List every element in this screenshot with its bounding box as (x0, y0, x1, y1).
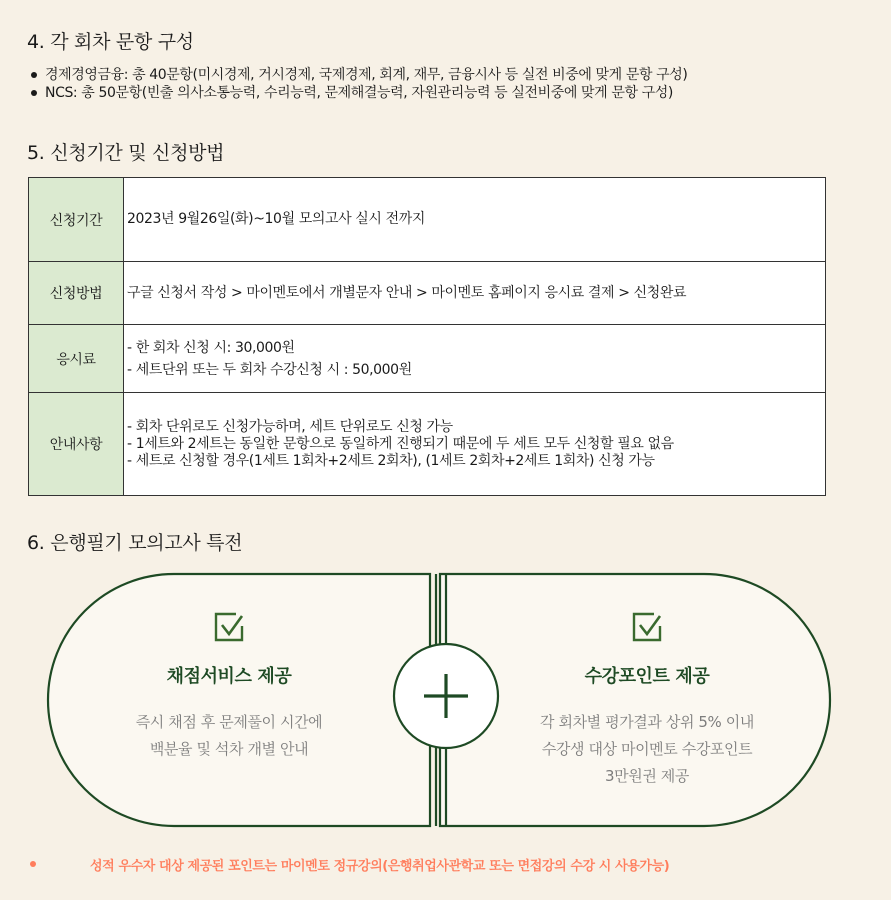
table-row (29, 393, 826, 496)
checkbox-check-icon (630, 610, 664, 644)
bullet-item: 경제경영금융: 총 40문항(미시경제, 거시경제, 국제경제, 회계, 재무, 금융시사 등 실전 비중에 맞게 문항 구성) (27, 66, 687, 84)
row-content: 구글 신청서 작성 > 마이멘토에서 개별문자 안내 > 마이멘토 홈페이지 응시료 결제 > 신청완료 (124, 262, 826, 325)
row-content: 2023년 9월26일(화)~10월 모의고사 실시 전까지 (124, 178, 826, 262)
benefit-title: 수강포인트 제공 (584, 666, 710, 687)
benefit-card-points (502, 572, 792, 828)
benefits-panel (24, 572, 854, 828)
bullet-dot-icon (30, 861, 36, 867)
checkbox-check-icon (212, 610, 246, 644)
row-header: 신청방법 (29, 262, 124, 325)
row-header: 신청기간 (29, 178, 124, 262)
table-row (29, 325, 826, 393)
benefit-description: 각 회차별 평가결과 상위 5% 이내 수강생 대상 마이멘토 수강포인트 3만원권 제공 (540, 713, 754, 785)
table-row (29, 262, 826, 325)
row-content: - 한 회차 신청 시: 30,000원 - 세트단위 또는 두 회차 수강신청 시 : 50,000원 (124, 325, 826, 393)
benefit-title: 채점서비스 제공 (166, 666, 292, 687)
section-4-bullets (27, 66, 687, 102)
bullet-item: NCS: 총 50문항(빈출 의사소통능력, 수리능력, 문제해결능력, 자원관리능력 등 실전비중에 맞게 문항 구성) (27, 84, 687, 102)
footnote-text: 성적 우수자 대상 제공된 포인트는 마이멘토 정규강의(은행취업사관학교 또는 면접강의 수강 시 사용가능) (90, 859, 670, 874)
row-header: 안내사항 (29, 393, 124, 496)
section-4-title: 4. 각 회차 문항 구성 (27, 31, 194, 53)
plus-icon (390, 640, 502, 752)
benefit-card-scoring (84, 572, 374, 828)
row-content: - 회차 단위로도 신청가능하며, 세트 단위로도 신청 가능 - 1세트와 2세트는 동일한 문항으로 동일하게 진행되기 때문에 두 세트 모두 신청할 필요 없음 - 세트로 신청할 경우(1세트 1회차+2세트 2회차), (1세트 2회차+2세트 1회차) 신청 가능 (124, 393, 826, 496)
section-6-title: 6. 은행필기 모의고사 특전 (27, 532, 243, 554)
table-row (29, 178, 826, 262)
application-info-table (28, 177, 826, 496)
benefit-description: 즉시 채점 후 문제풀이 시간에 백분율 및 석차 개별 안내 (135, 713, 323, 758)
row-header: 응시료 (29, 325, 124, 393)
section-5-title: 5. 신청기간 및 신청방법 (27, 142, 225, 164)
